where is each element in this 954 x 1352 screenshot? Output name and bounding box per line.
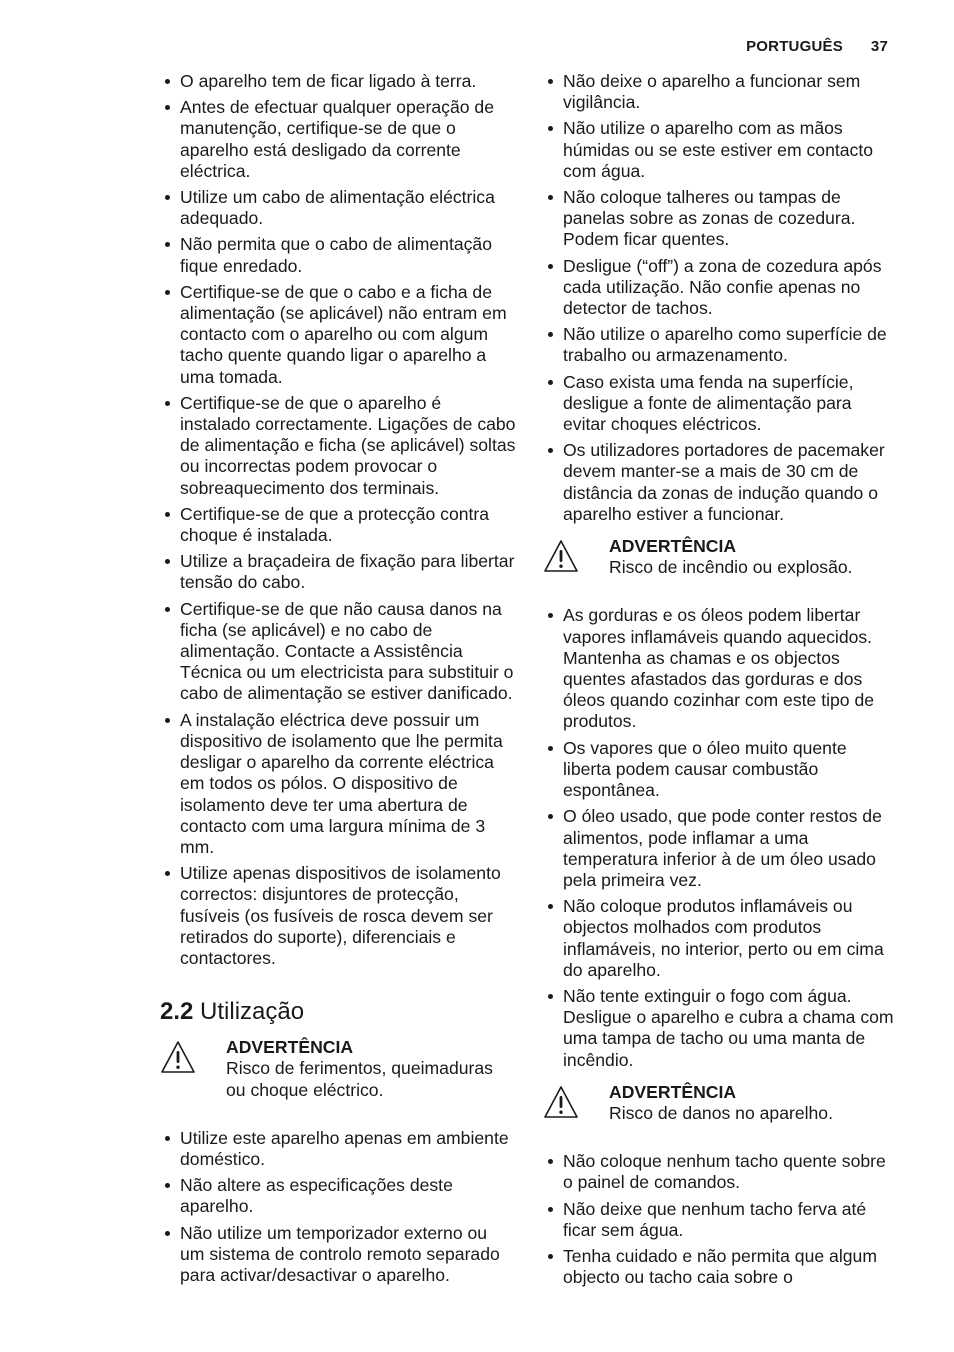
section-number: 2.2: [160, 998, 194, 1026]
list-item: Certifique-se de que o cabo e a ficha de alimentação (se aplicável) não entram em contacto com o aparelho ou com algum tacho quente quando ligar o aparelho a uma tomada.: [160, 282, 516, 388]
list-item: Não utilize o aparelho com as mãos húmidas ou se este estiver em contacto com água.: [543, 118, 898, 182]
list-item: Certifique-se de que a protecção contra choque é instalada.: [160, 504, 516, 546]
list-item: Não utilize o aparelho como superfície de trabalho ou armazenamento.: [543, 324, 898, 366]
warning-triangle-icon: [543, 539, 579, 573]
warning-box-damage: [543, 1082, 898, 1124]
list-item: A instalação eléctrica deve possuir um dispositivo de isolamento que lhe permita desligar o aparelho da corrente eléctrica em todos os pólos. O dispositivo de isolamento deve ter uma abertura de contacto com uma largura mínima de 3 mm.: [160, 710, 516, 858]
page-header: [746, 38, 888, 55]
bullet-list-usage-continued: [543, 71, 898, 525]
list-item: Os vapores que o óleo muito quente liberta podem causar combustão espontânea.: [543, 738, 898, 802]
bullet-list-safety-installation: [160, 71, 516, 969]
list-item: Utilize este aparelho apenas em ambiente doméstico.: [160, 1128, 516, 1170]
list-item: Utilize um cabo de alimentação eléctrica adequado.: [160, 187, 516, 229]
list-item: Caso exista uma fenda na superfície, desligue a fonte de alimentação para evitar choques eléctricos.: [543, 372, 898, 436]
list-item: Certifique-se de que não causa danos na ficha (se aplicável) e no cabo de alimentação. Contacte a Assistência Técnica ou um electricista para substituir o cabo de alimentação se estiver danificado.: [160, 599, 516, 705]
section-heading: [160, 998, 516, 1026]
warning-title: ADVERTÊNCIA: [609, 536, 737, 557]
list-item: Utilize apenas dispositivos de isolamento correctos: disjuntores de protecção, fusíveis (os fusíveis de rosca devem ser retirados do suporte), diferenciais e contactores.: [160, 863, 516, 969]
left-column: [160, 71, 516, 1291]
list-item: O óleo usado, que pode conter restos de alimentos, pode inflamar a uma temperatura inferior à de um óleo usado pela primeira vez.: [543, 806, 898, 891]
warning-box: [160, 1037, 516, 1101]
list-item: Utilize a braçadeira de fixação para libertar tensão do cabo.: [160, 551, 516, 593]
bullet-list-fire: [543, 605, 898, 1070]
warning-title: ADVERTÊNCIA: [609, 1081, 737, 1102]
warning-triangle-icon: [543, 1085, 579, 1119]
warning-text: Risco de danos no aparelho.: [609, 1102, 833, 1123]
warning-triangle-icon: [160, 1040, 196, 1074]
list-item: Não deixe que nenhum tacho ferva até ficar sem água.: [543, 1199, 898, 1241]
list-item: Não permita que o cabo de alimentação fique enredado.: [160, 234, 516, 276]
list-item: Não utilize um temporizador externo ou um sistema de controlo remoto separado para activar/desactivar o aparelho.: [160, 1223, 516, 1287]
header-language: PORTUGUÊS: [746, 38, 843, 55]
list-item: Antes de efectuar qualquer operação de manutenção, certifique-se de que o aparelho está desligado da corrente eléctrica.: [160, 97, 516, 182]
list-item: As gorduras e os óleos podem libertar vapores inflamáveis quando aquecidos. Mantenha as chamas e os objectos quentes afastados das gorduras e dos óleos quando cozinhar com este tipo de produtos.: [543, 605, 898, 732]
warning-text: Risco de ferimentos, queimaduras ou choque eléctrico.: [226, 1058, 493, 1100]
list-item: Não coloque nenhum tacho quente sobre o painel de comandos.: [543, 1151, 898, 1193]
list-item: Certifique-se de que o aparelho é instalado correctamente. Ligações de cabo de alimentação e ficha (se aplicável) soltas ou incorrectas podem provocar o sobreaquecimento dos terminais.: [160, 393, 516, 499]
list-item: Os utilizadores portadores de pacemaker devem manter-se a mais de 30 cm de distância da zonas de indução quando o aparelho estiver a funcionar.: [543, 440, 898, 525]
list-item: O aparelho tem de ficar ligado à terra.: [160, 71, 516, 92]
warning-title: ADVERTÊNCIA: [226, 1037, 354, 1058]
list-item: Desligue (“off”) a zona de cozedura após cada utilização. Não confie apenas no detector de tachos.: [543, 256, 898, 320]
list-item: Tenha cuidado e não permita que algum objecto ou tacho caia sobre o: [543, 1246, 898, 1288]
right-column: [543, 71, 898, 1293]
list-item: Não tente extinguir o fogo com água. Desligue o aparelho e cubra a chama com uma tampa de tacho ou uma manta de incêndio.: [543, 986, 898, 1071]
page-number: 37: [870, 38, 888, 55]
bullet-list-usage: [160, 1128, 516, 1286]
warning-box-fire: [543, 536, 898, 578]
section-title: Utilização: [200, 998, 305, 1026]
list-item: Não coloque talheres ou tampas de panelas sobre as zonas de cozedura. Podem ficar quentes.: [543, 187, 898, 251]
warning-text: Risco de incêndio ou explosão.: [609, 557, 853, 578]
bullet-list-damage: [543, 1151, 898, 1288]
list-item: Não altere as especificações deste aparelho.: [160, 1175, 516, 1217]
list-item: Não deixe o aparelho a funcionar sem vigilância.: [543, 71, 898, 113]
list-item: Não coloque produtos inflamáveis ou objectos molhados com produtos inflamáveis, no interior, perto ou em cima do aparelho.: [543, 896, 898, 981]
